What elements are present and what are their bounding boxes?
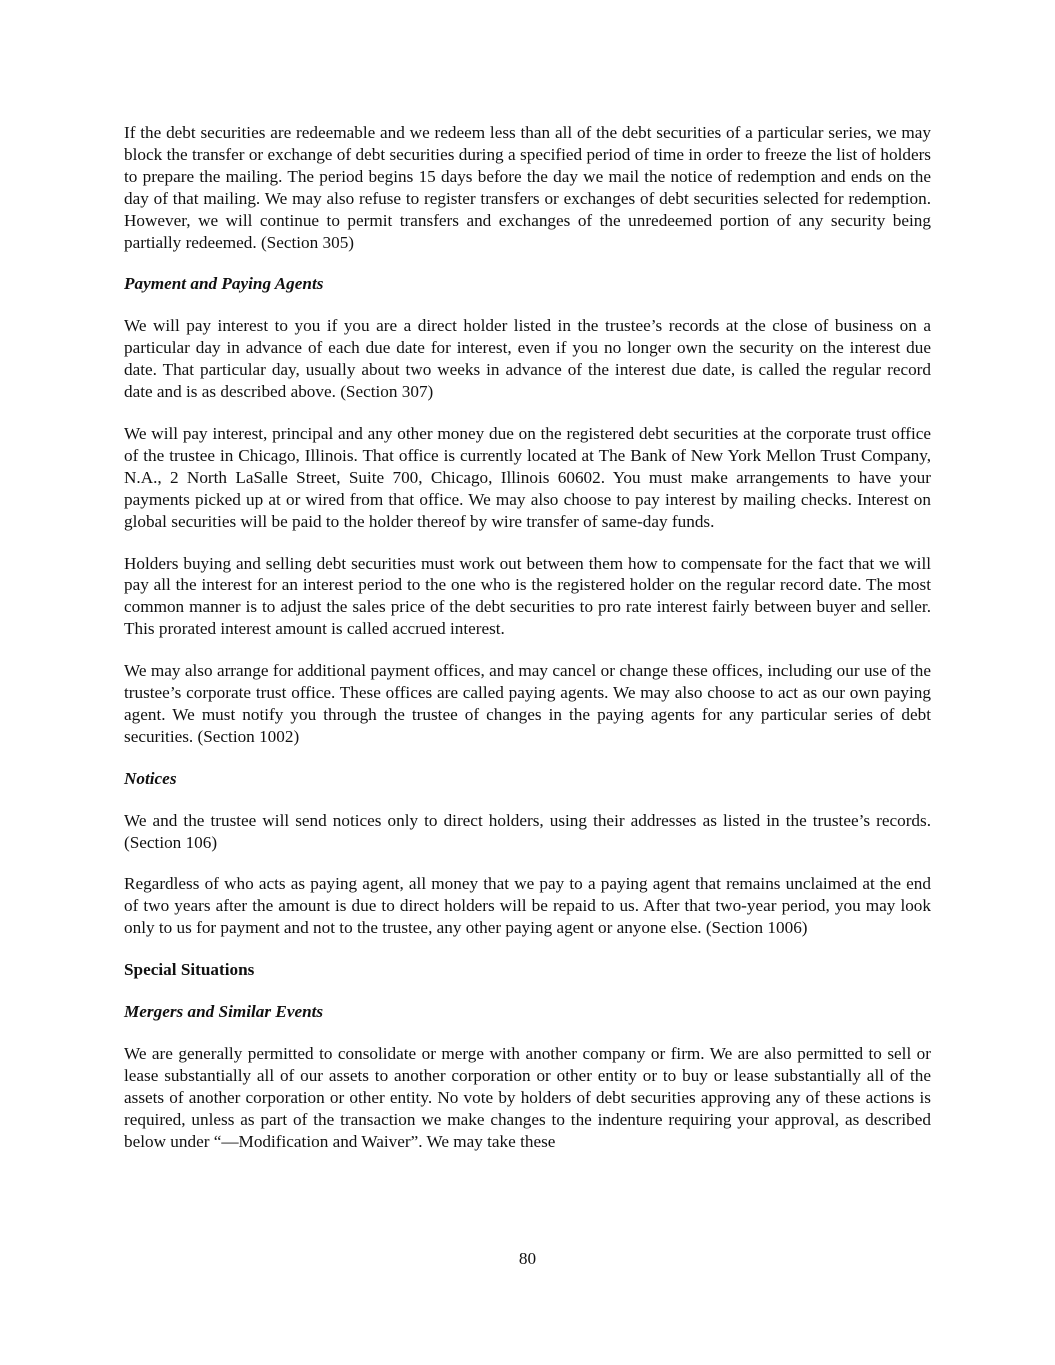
paragraph-notices-direct-holders: We and the trustee will send notices only to direct holders, using their addresses as listed in the trustee’s records. (Section 106) — [124, 810, 931, 852]
heading-special-situations: Special Situations — [124, 960, 255, 980]
heading-notices: Notices — [124, 768, 177, 788]
paragraph-unclaimed-money: Regardless of who acts as paying agent, all money that we pay to a paying agent that remains unclaimed at the end of two years after the amount is due to direct holders will be repaid to us. After that two-year period, you may look only to us for payment and not to the trustee, any other paying agent or anyone else. (Section 1006) — [124, 874, 931, 938]
paragraph-accrued-interest: Holders buying and selling debt securities must work out between them how to compensate for the fact that we will pay all the interest for an interest period to the one who is the registered holder on the regular record date. The most common manner is to adjust the sales price of the debt securities to pro rate interest fairly between buyer and seller. This prorated interest amount is called accrued interest. — [124, 553, 931, 639]
paragraph-payment-location: We will pay interest, principal and any other money due on the registered debt securities at the corporate trust office of the trustee in Chicago, Illinois. That office is currently located at The Bank of New York Mellon Trust Company, N.A., 2 North LaSalle Street, Suite 700, Chicago, Illinois 60602. You must make arrangements to have your payments picked up at or wired from that office. We may also choose to pay interest by mailing checks. Interest on global securities will be paid to the holder thereof by wire transfer of same-day funds. — [124, 423, 931, 531]
heading-payment-and-paying-agents: Payment and Paying Agents — [124, 274, 324, 294]
heading-mergers-and-similar-events: Mergers and Similar Events — [124, 1002, 324, 1022]
paragraph-redemption-transfer-block: If the debt securities are redeemable and we redeem less than all of the debt securities of a particular series, we may block the transfer or exchange of debt securities during a specified period of time in order to freeze the list of holders to prepare the mailing. The period begins 15 days before the day we mail the notice of redemption and ends on the day of that mailing. We may also refuse to register transfers or exchanges of debt securities selected for redemption. However, we will continue to permit transfers and exchanges of the unredeemed portion of any security being partially redeemed. (Section 305) — [124, 123, 931, 252]
paragraph-interest-record-date: We will pay interest to you if you are a direct holder listed in the trustee’s records at the close of business on a particular day in advance of each due date for interest, even if you no longer own the security on the interest due date. That particular day, usually about two weeks in advance of the interest due date, is called the regular record date and is as described above. (Section 307) — [124, 316, 931, 402]
document-page — [124, 122, 931, 1173]
page-number: 80 — [518, 1249, 537, 1268]
paragraph-mergers: We are generally permitted to consolidate or merge with another company or firm. We are also permitted to sell or lease substantially all of our assets to another corporation or other entity or to buy or lease substantially all of the assets of another corporation or other entity. No vote by holders of debt securities approving any of these actions is required, unless as part of the transaction we make changes to the indenture requiring your approval, as described below under “—Modification and Waiver”. We may take these — [124, 1044, 931, 1151]
paragraph-paying-agents: We may also arrange for additional payment offices, and may cancel or change these offices, including our use of the trustee’s corporate trust office. These offices are called paying agents. We may also choose to act as our own paying agent. We must notify you through the trustee of changes in the paying agents for any particular series of debt securities. (Section 1002) — [124, 661, 931, 746]
